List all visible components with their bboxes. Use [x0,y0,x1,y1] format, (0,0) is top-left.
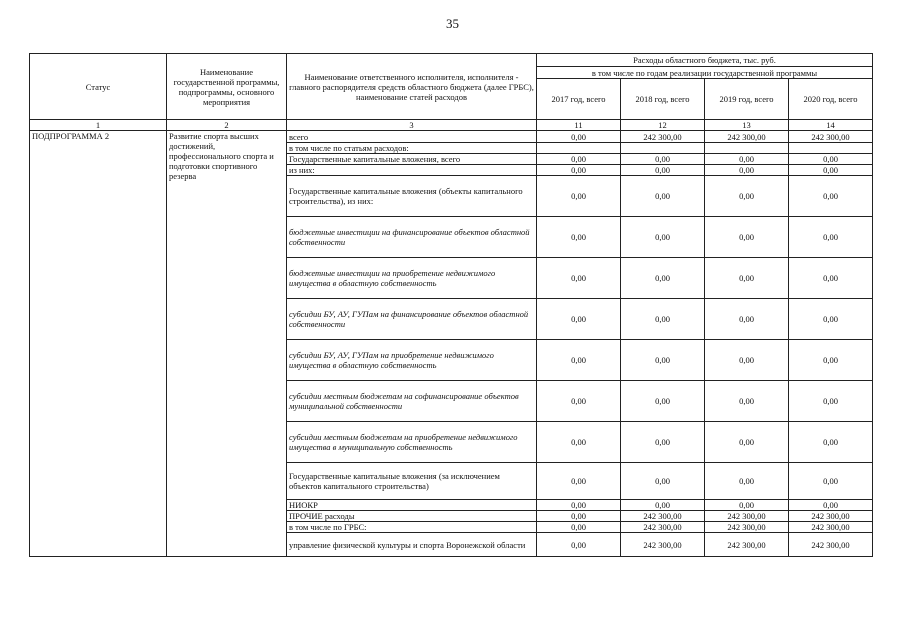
value-2018: 0,00 [621,154,705,165]
value-2017: 0,00 [537,176,621,217]
value-2020: 0,00 [789,500,873,511]
value-2018: 0,00 [621,381,705,422]
header-year-2019: 2019 год, всего [705,79,789,120]
value-2020: 0,00 [789,340,873,381]
value-2019: 0,00 [705,500,789,511]
value-2017: 0,00 [537,422,621,463]
value-2017: 0,00 [537,217,621,258]
value-2019 [705,143,789,154]
value-2018: 242 300,00 [621,533,705,557]
value-2020: 242 300,00 [789,533,873,557]
value-2018: 242 300,00 [621,511,705,522]
value-2017: 0,00 [537,511,621,522]
value-2018: 0,00 [621,258,705,299]
status-cell: ПОДПРОГРАММА 2 [30,131,167,557]
value-2020: 0,00 [789,258,873,299]
expense-item-label: бюджетные инвестиции на приобретение недвижимого имущества в областную собственность [287,258,537,299]
expense-item-label: Государственные капитальные вложения (объекты капитального строительства), из них: [287,176,537,217]
expense-item-label: в том числе по статьям расходов: [287,143,537,154]
value-2019: 242 300,00 [705,131,789,143]
program-name-cell: Развитие спорта высших достижений, профессионального спорта и подготовки спортивного резерва [167,131,287,557]
expense-item-label: Государственные капитальные вложения (за исключением объектов капитального строительства) [287,463,537,500]
value-2019: 242 300,00 [705,511,789,522]
value-2017: 0,00 [537,340,621,381]
header-executor: Наименование ответственного исполнителя, исполнителя - главного распорядителя средств областного бюджета (далее ГРБС), наименование статей расходов [287,54,537,120]
table-row [30,131,873,143]
value-2018: 242 300,00 [621,131,705,143]
column-number: 12 [621,120,705,131]
expense-item-label: бюджетные инвестиции на финансирование объектов областной собственности [287,217,537,258]
value-2019: 242 300,00 [705,522,789,533]
value-2020: 0,00 [789,299,873,340]
value-2017 [537,143,621,154]
value-2018: 0,00 [621,463,705,500]
value-2017: 0,00 [537,533,621,557]
value-2020: 0,00 [789,165,873,176]
header-year-2017: 2017 год, всего [537,79,621,120]
value-2018: 0,00 [621,217,705,258]
value-2019: 242 300,00 [705,533,789,557]
value-2019: 0,00 [705,340,789,381]
column-number: 2 [167,120,287,131]
expense-item-label: субсидии БУ, АУ, ГУПам на приобретение недвижимого имущества в областную собственность [287,340,537,381]
budget-table [29,53,873,557]
column-number: 14 [789,120,873,131]
value-2019: 0,00 [705,463,789,500]
expense-item-label: НИОКР [287,500,537,511]
value-2018: 0,00 [621,500,705,511]
expense-item-label: ПРОЧИЕ расходы [287,511,537,522]
value-2020: 0,00 [789,422,873,463]
expense-item-label: субсидии местным бюджетам на приобретение недвижимого имущества в муниципальную собственность [287,422,537,463]
column-number: 11 [537,120,621,131]
value-2017: 0,00 [537,131,621,143]
expense-item-label: субсидии БУ, АУ, ГУПам на финансирование объектов областной собственности [287,299,537,340]
value-2018: 0,00 [621,422,705,463]
column-number: 1 [30,120,167,131]
value-2018: 242 300,00 [621,522,705,533]
value-2018: 0,00 [621,299,705,340]
expense-item-label: всего [287,131,537,143]
expense-item-label: субсидии местным бюджетам на софинансирование объектов муниципальной собственности [287,381,537,422]
header-program-name: Наименование государственной программы, подпрограммы, основного мероприятия [167,54,287,120]
value-2020: 242 300,00 [789,511,873,522]
value-2020: 0,00 [789,176,873,217]
value-2017: 0,00 [537,463,621,500]
value-2017: 0,00 [537,299,621,340]
value-2017: 0,00 [537,500,621,511]
column-number: 3 [287,120,537,131]
column-number: 13 [705,120,789,131]
header-year-2018: 2018 год, всего [621,79,705,120]
value-2020: 242 300,00 [789,131,873,143]
value-2019: 0,00 [705,422,789,463]
value-2019: 0,00 [705,299,789,340]
value-2019: 0,00 [705,165,789,176]
header-year-2020: 2020 год, всего [789,79,873,120]
value-2018 [621,143,705,154]
value-2017: 0,00 [537,154,621,165]
header-years-group: в том числе по годам реализации государственной программы [537,67,873,79]
value-2017: 0,00 [537,258,621,299]
expense-item-label: Государственные капитальные вложения, всего [287,154,537,165]
value-2019: 0,00 [705,154,789,165]
expense-item-label: из них: [287,165,537,176]
value-2019: 0,00 [705,381,789,422]
expense-item-label: в том числе по ГРБС: [287,522,537,533]
value-2020: 242 300,00 [789,522,873,533]
value-2019: 0,00 [705,217,789,258]
expense-item-label: управление физической культуры и спорта Воронежской области [287,533,537,557]
header-status: Статус [30,54,167,120]
page-number: 35 [446,16,459,31]
value-2019: 0,00 [705,176,789,217]
column-number-row [30,120,873,131]
header-expenses: Расходы областного бюджета, тыс. руб. [537,54,873,67]
value-2018: 0,00 [621,176,705,217]
value-2020 [789,143,873,154]
value-2017: 0,00 [537,522,621,533]
value-2018: 0,00 [621,165,705,176]
value-2020: 0,00 [789,463,873,500]
value-2020: 0,00 [789,217,873,258]
value-2018: 0,00 [621,340,705,381]
value-2017: 0,00 [537,165,621,176]
value-2020: 0,00 [789,154,873,165]
value-2020: 0,00 [789,381,873,422]
value-2017: 0,00 [537,381,621,422]
value-2019: 0,00 [705,258,789,299]
